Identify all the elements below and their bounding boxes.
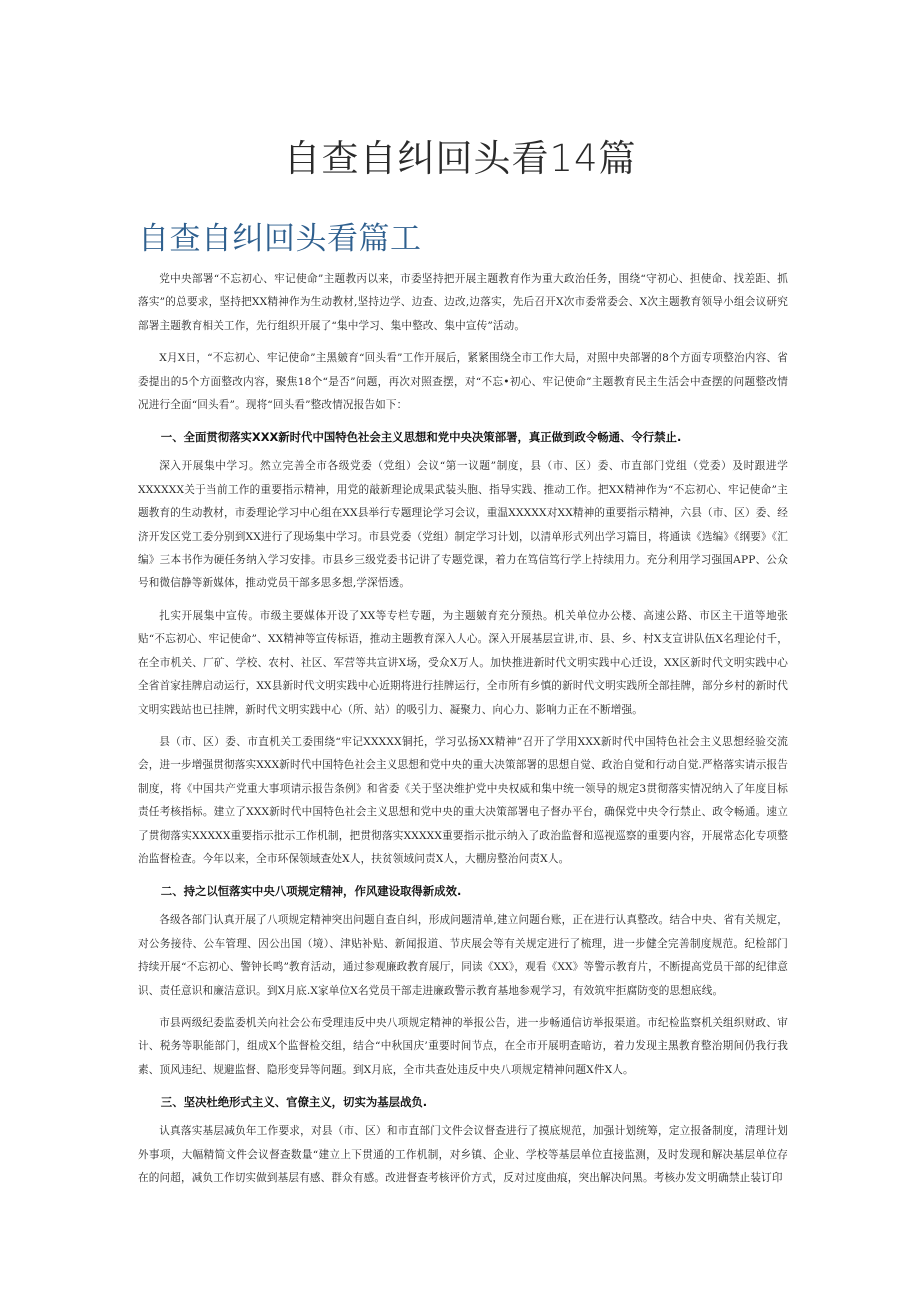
- paragraph: 市县两级纪委监委机关向社会公布受理违反中央八项规定精神的举报公告，进一步畅通信访举报渠道。市纪检监察机关组织财政、审计、税务等职能部门，组成X个监督检交组，结合“中秋国庆’重要时间节点，在全市开展明查暗访，着力发现主黑教育整治期间仍我行我素、顶风违纪、规避监督、隐形变异等问题。到X月底，全市共查处违反中央八项规定精神问题X件X人。: [138, 1016, 788, 1076]
- paragraph: 各级各部门认真开展了八项规定精神突出问题自查自纠，形成问题清单,建立问题台账，正在进行认真整改。结合中央、省有关规定，对公务接待、公车管理、因公出国（境）、津贴补贴、新闻报道、节庆展会等有关规定进行了梳理，进一步健全完善制度规范。纪检部门持续开展“不忘初心、警钟长鸣”教育活动，通过参观廉政教育展厅，同读《XX》，观看《XX》等警示教育片，不断提高党员干部的纪律意识、责任意识和廉洁意识。到X月底.X家单位X名党员干部走进廉政警示教育基地参观学习，有效筑牢拒腐防变的思想底线。: [138, 914, 788, 997]
- paragraph: 认真落实基层减负年工作要求，对县（市、区）和市直部门文件会议督查进行了摸底规范，加强计划统筹，定立报备制度，清理计划外事项，大幅精简文件会议督查数量“建立上下贯通的工作机制，对乡镇、企业、学校等基层单位直接监测，及时发现和解决基层单位存在的问超，减负工作切实做到基层有感、群众有感。改进督查考核评价方式，反对过度曲痕，突出解决问黑。考核办发文明确禁止装订印: [138, 1125, 788, 1184]
- paragraph: X月X日，“不忘初心、牢记使命”主黑皴育“回头看”工作开展后，紧紧围绕全市工作大局，对照中央部署的8个方面专项整治内容、省委提出的5个方面整改内容，聚焦18个“是否”问题，再次对照查摆，对“不忘•初心、牢记使命”主题教育民主生活会中查摆的问题整改情况进行全面“回头看”。现将“回头看”整改情况报告如下：: [138, 352, 788, 412]
- paragraph: 扎实开展集中宣传。市级主要媒体开设了XX等专栏专题，为主题皴育充分预热。机关单位办公楼、高速公路、市区主干道等地张贴“不忘初心、牢记使命”、XX精神等宣传标语，推动主题教育深入人心。深入开展基层宣讲,市、县、乡、村X支宣讲队伍X名理论付千，在全市机关、厂矿、学校、农村、社区、军营等共宣讲X场，受众X万人。加快推进新时代文明实践中心迁设，XX区新时代文明实践中心全省首家挂牌启动运行，XX县新时代文明实践中心近期将进行挂牌运行，全市所有乡慎的新时代文明实践所全部挂牌，部分乡村的新时代文明实践站也已挂牌，新时代文明实践中心（所、站）的吸引力、凝聚力、向心力、影响力正在不断增强。: [138, 609, 788, 716]
- paragraph: 深入开展集中学习。然立完善全市各级党委（党组）会议“第一议题”制度，县（市、区）委、市直部门党组（党委）及时跟进学XXXXXX关于当前工作的重要指示精神，用党的敲新理论成果武装头胞、指导实践、推动工作。把XX精神作为“不忘初心、牢记使命”主题教育的生动教材，市委理论学习中心组在XX县举行专题理论学习会议，重温XXXXX对XX精神的重要指示精神，六县（市、区）委、经济开发区党工委分别到XX进行了现场集中学习。市县党委（党组）制定学习计划，以清单形式列出学习篇目，将通读《选编》《纲要》《汇编》三本书作为硬任务纳入学习安排。市县乡三级党委书记讲了专题党课，着力在笃信笃行学上持续用力。充分利用学习强国APP、公众号和微信静等新媒体，推动党员干部多思多想,学深悟透。: [138, 460, 788, 590]
- subsection-heading: 二、持之以恒落实中央八项规定精神，作风建设取得新成效.: [160, 884, 462, 899]
- document-body: [138, 268, 788, 1199]
- subsection-heading: 一、全面贯彻落实XXX新时代中国特色社会主义思想和党中央决策部署，真正做到政令畅通、令行禁止.: [160, 430, 682, 445]
- document-title: 自查自纠回头看14篇: [283, 137, 637, 180]
- paragraph: 县（市、区）委、市直机关工委围绕“牢记XXXXX铜托，学习弘扬XX精神”召开了学用XXX新时代中国特色社会主义思想经验交流会，进一步增强贯彻落实XXX新时代中国特色社会主义思想和党中央的重大决策部署的思想自觉、政治自觉和行动自觉.严格落实请示报告制度，将《中国共产党重大事项请示报告条例》和省委《关于坚决维护党中央权威和集中统一领导的规定3贯彻落实情况纳入了年度目标责任考核指标。建立了XXX新时代中国特色社会主义思想和党中央的重大决策部署电子督办平台，确保党中央令行禁止、政令畅通。速立了贯彻落实XXXXX重要指示批示工作机制，把贯彻落实XXXXX重要指示批示纳入了政治监督和巡视巡察的重要内容，开展常态化专项整治监督检查。今年以来，全市环保领域查处X人，扶贫领域问责X人，大棚房整治问责X人。: [138, 735, 788, 865]
- section-heading: 自查自纠回头看篇工: [138, 221, 422, 257]
- paragraph: 党中央部署“不忘初心、牢记使命”主题教丙以来，市委坚持把开展主题教育作为重大政治任务，围绕“守初心、担使命、找差距、抓落实”的总要求，坚持把XX精神作为生动教材,坚持边学、边查、边改,边落实，先后召开X次市委常委会、X次主题教育领导小组会议研究部署主题教育相关工作，先行组织开展了“集中学习、集中整改、集中宣传”活动。: [138, 273, 788, 332]
- subsection-heading: 三、坚决杜绝形式主义、官僚主义，切实为基层战负.: [160, 1095, 428, 1110]
